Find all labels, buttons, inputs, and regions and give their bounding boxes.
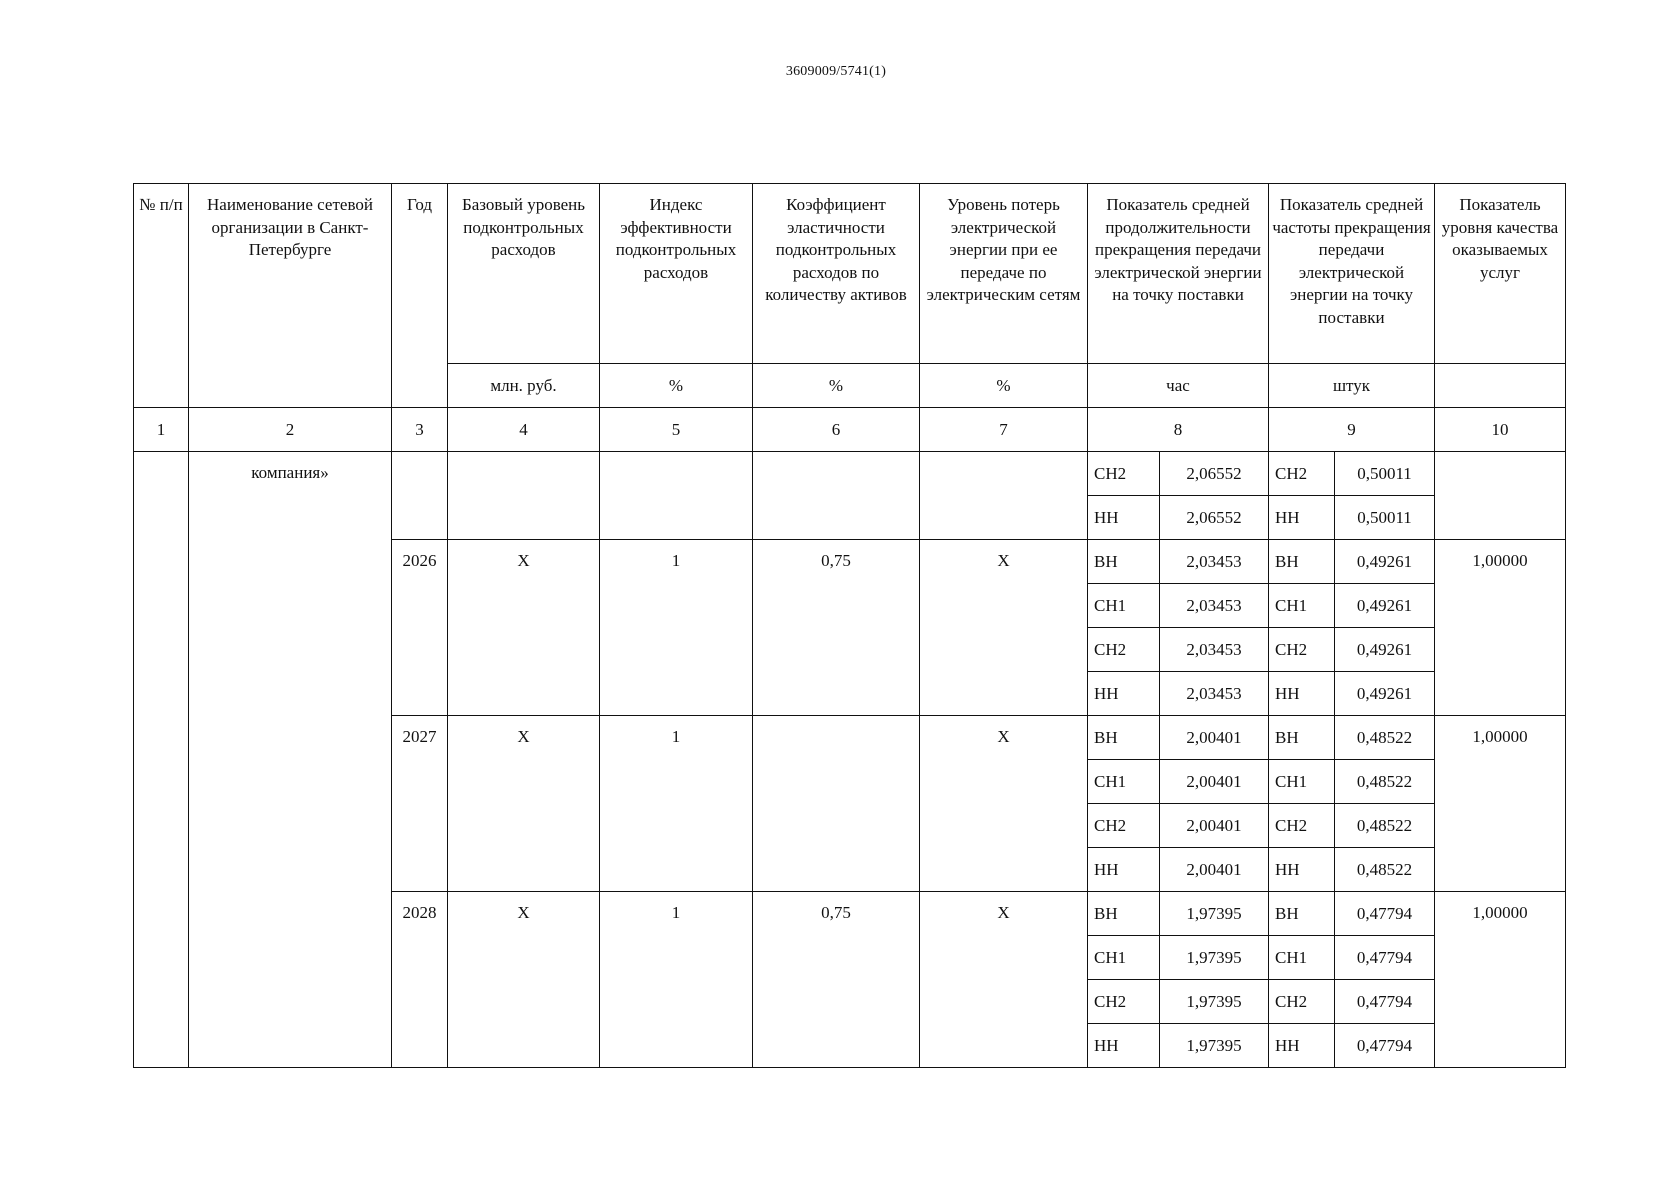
- duration-value: 2,06552: [1160, 452, 1269, 496]
- frequency-value: 0,49261: [1335, 540, 1435, 584]
- org-name-cell: компания»: [189, 452, 392, 1068]
- duration-voltage-level: СН2: [1088, 452, 1160, 496]
- frequency-voltage-level: СН1: [1269, 936, 1335, 980]
- unit-elasticity-coef: %: [753, 364, 920, 408]
- duration-voltage-level: СН1: [1088, 936, 1160, 980]
- duration-voltage-level: ВН: [1088, 892, 1160, 936]
- duration-value: 2,00401: [1160, 804, 1269, 848]
- duration-voltage-level: НН: [1088, 1024, 1160, 1068]
- frequency-value: 0,50011: [1335, 452, 1435, 496]
- unit-avg-frequency: штук: [1269, 364, 1435, 408]
- duration-voltage-level: СН2: [1088, 980, 1160, 1024]
- unit-quality-level: [1435, 364, 1566, 408]
- elasticity-coef-cell: 0,75: [753, 892, 920, 1068]
- continued-base-cell: [448, 452, 600, 540]
- col-number: 5: [600, 408, 753, 452]
- elasticity-coef-cell: [753, 716, 920, 892]
- duration-value: 1,97395: [1160, 936, 1269, 980]
- unit-energy-loss: %: [920, 364, 1088, 408]
- frequency-voltage-level: СН1: [1269, 760, 1335, 804]
- duration-voltage-level: ВН: [1088, 540, 1160, 584]
- frequency-value: 0,50011: [1335, 496, 1435, 540]
- duration-voltage-level: СН2: [1088, 804, 1160, 848]
- continued-year-cell: [392, 452, 448, 540]
- col-number: 6: [753, 408, 920, 452]
- header-org-name: Наименование сетевой организации в Санкт-Петербурге: [189, 184, 392, 408]
- frequency-voltage-level: СН2: [1269, 452, 1335, 496]
- col-number: 7: [920, 408, 1088, 452]
- continued-quality-cell: [1435, 452, 1566, 540]
- frequency-value: 0,49261: [1335, 584, 1435, 628]
- duration-voltage-level: НН: [1088, 848, 1160, 892]
- col-number: 9: [1269, 408, 1435, 452]
- duration-value: 2,03453: [1160, 628, 1269, 672]
- duration-voltage-level: СН2: [1088, 628, 1160, 672]
- document-number: 3609009/5741(1): [785, 64, 887, 79]
- header-energy-loss: Уровень потерь электрической энергии при ее передаче по электрическим сетям: [920, 184, 1088, 364]
- energy-loss-cell: Х: [920, 892, 1088, 1068]
- continued-loss-cell: [920, 452, 1088, 540]
- col-number: 8: [1088, 408, 1269, 452]
- duration-value: 2,03453: [1160, 584, 1269, 628]
- frequency-value: 0,48522: [1335, 716, 1435, 760]
- frequency-voltage-level: СН2: [1269, 804, 1335, 848]
- duration-value: 1,97395: [1160, 1024, 1269, 1068]
- frequency-value: 0,48522: [1335, 804, 1435, 848]
- duration-value: 1,97395: [1160, 980, 1269, 1024]
- col-number: 3: [392, 408, 448, 452]
- base-expenses-cell: Х: [448, 540, 600, 716]
- duration-value: 1,97395: [1160, 892, 1269, 936]
- duration-voltage-level: ВН: [1088, 716, 1160, 760]
- header-base-expenses: Базовый уровень подконтрольных расходов: [448, 184, 600, 364]
- quality-level-cell: 1,00000: [1435, 540, 1566, 716]
- frequency-value: 0,47794: [1335, 936, 1435, 980]
- year-cell: 2028: [392, 892, 448, 1068]
- duration-voltage-level: НН: [1088, 496, 1160, 540]
- frequency-value: 0,49261: [1335, 628, 1435, 672]
- row-number-cell: [134, 452, 189, 1068]
- duration-voltage-level: СН1: [1088, 584, 1160, 628]
- frequency-value: 0,47794: [1335, 1024, 1435, 1068]
- energy-loss-cell: Х: [920, 716, 1088, 892]
- efficiency-index-cell: 1: [600, 716, 753, 892]
- frequency-value: 0,47794: [1335, 980, 1435, 1024]
- frequency-voltage-level: ВН: [1269, 892, 1335, 936]
- efficiency-index-cell: 1: [600, 892, 753, 1068]
- header-num: № п/п: [134, 184, 189, 408]
- duration-value: 2,00401: [1160, 716, 1269, 760]
- elasticity-coef-cell: 0,75: [753, 540, 920, 716]
- base-expenses-cell: Х: [448, 716, 600, 892]
- header-quality-level: Показатель уровня качества оказываемых услуг: [1435, 184, 1566, 364]
- duration-value: 2,03453: [1160, 540, 1269, 584]
- unit-efficiency-index: %: [600, 364, 753, 408]
- duration-value: 2,06552: [1160, 496, 1269, 540]
- efficiency-index-cell: 1: [600, 540, 753, 716]
- continued-coef-cell: [753, 452, 920, 540]
- frequency-voltage-level: СН2: [1269, 980, 1335, 1024]
- frequency-voltage-level: НН: [1269, 672, 1335, 716]
- frequency-voltage-level: СН2: [1269, 628, 1335, 672]
- year-cell: 2026: [392, 540, 448, 716]
- unit-avg-duration: час: [1088, 364, 1269, 408]
- continued-index-cell: [600, 452, 753, 540]
- quality-level-cell: 1,00000: [1435, 716, 1566, 892]
- header-efficiency-index: Индекс эффективности подконтрольных расходов: [600, 184, 753, 364]
- header-elasticity-coef: Коэффициент эластичности подконтрольных расходов по количеству активов: [753, 184, 920, 364]
- header-year: Год: [392, 184, 448, 408]
- frequency-value: 0,48522: [1335, 760, 1435, 804]
- header-avg-duration: Показатель средней продолжительности прекращения передачи электрической энергии на точку поставки: [1088, 184, 1269, 364]
- header-avg-frequency: Показатель средней частоты прекращения передачи электрической энергии на точку поставки: [1269, 184, 1435, 364]
- frequency-value: 0,47794: [1335, 892, 1435, 936]
- duration-voltage-level: СН1: [1088, 760, 1160, 804]
- col-number: 1: [134, 408, 189, 452]
- quality-level-cell: 1,00000: [1435, 892, 1566, 1068]
- col-number: 2: [189, 408, 392, 452]
- duration-value: 2,00401: [1160, 760, 1269, 804]
- frequency-voltage-level: НН: [1269, 848, 1335, 892]
- duration-value: 2,03453: [1160, 672, 1269, 716]
- unit-base-expenses: млн. руб.: [448, 364, 600, 408]
- duration-voltage-level: НН: [1088, 672, 1160, 716]
- col-number: 10: [1435, 408, 1566, 452]
- energy-loss-cell: Х: [920, 540, 1088, 716]
- frequency-voltage-level: НН: [1269, 496, 1335, 540]
- frequency-voltage-level: ВН: [1269, 540, 1335, 584]
- year-cell: 2027: [392, 716, 448, 892]
- col-number: 4: [448, 408, 600, 452]
- frequency-voltage-level: НН: [1269, 1024, 1335, 1068]
- frequency-voltage-level: ВН: [1269, 716, 1335, 760]
- indicators-table: [133, 183, 1566, 1068]
- frequency-voltage-level: СН1: [1269, 584, 1335, 628]
- frequency-value: 0,49261: [1335, 672, 1435, 716]
- frequency-value: 0,48522: [1335, 848, 1435, 892]
- duration-value: 2,00401: [1160, 848, 1269, 892]
- table-row: [134, 452, 1566, 496]
- base-expenses-cell: Х: [448, 892, 600, 1068]
